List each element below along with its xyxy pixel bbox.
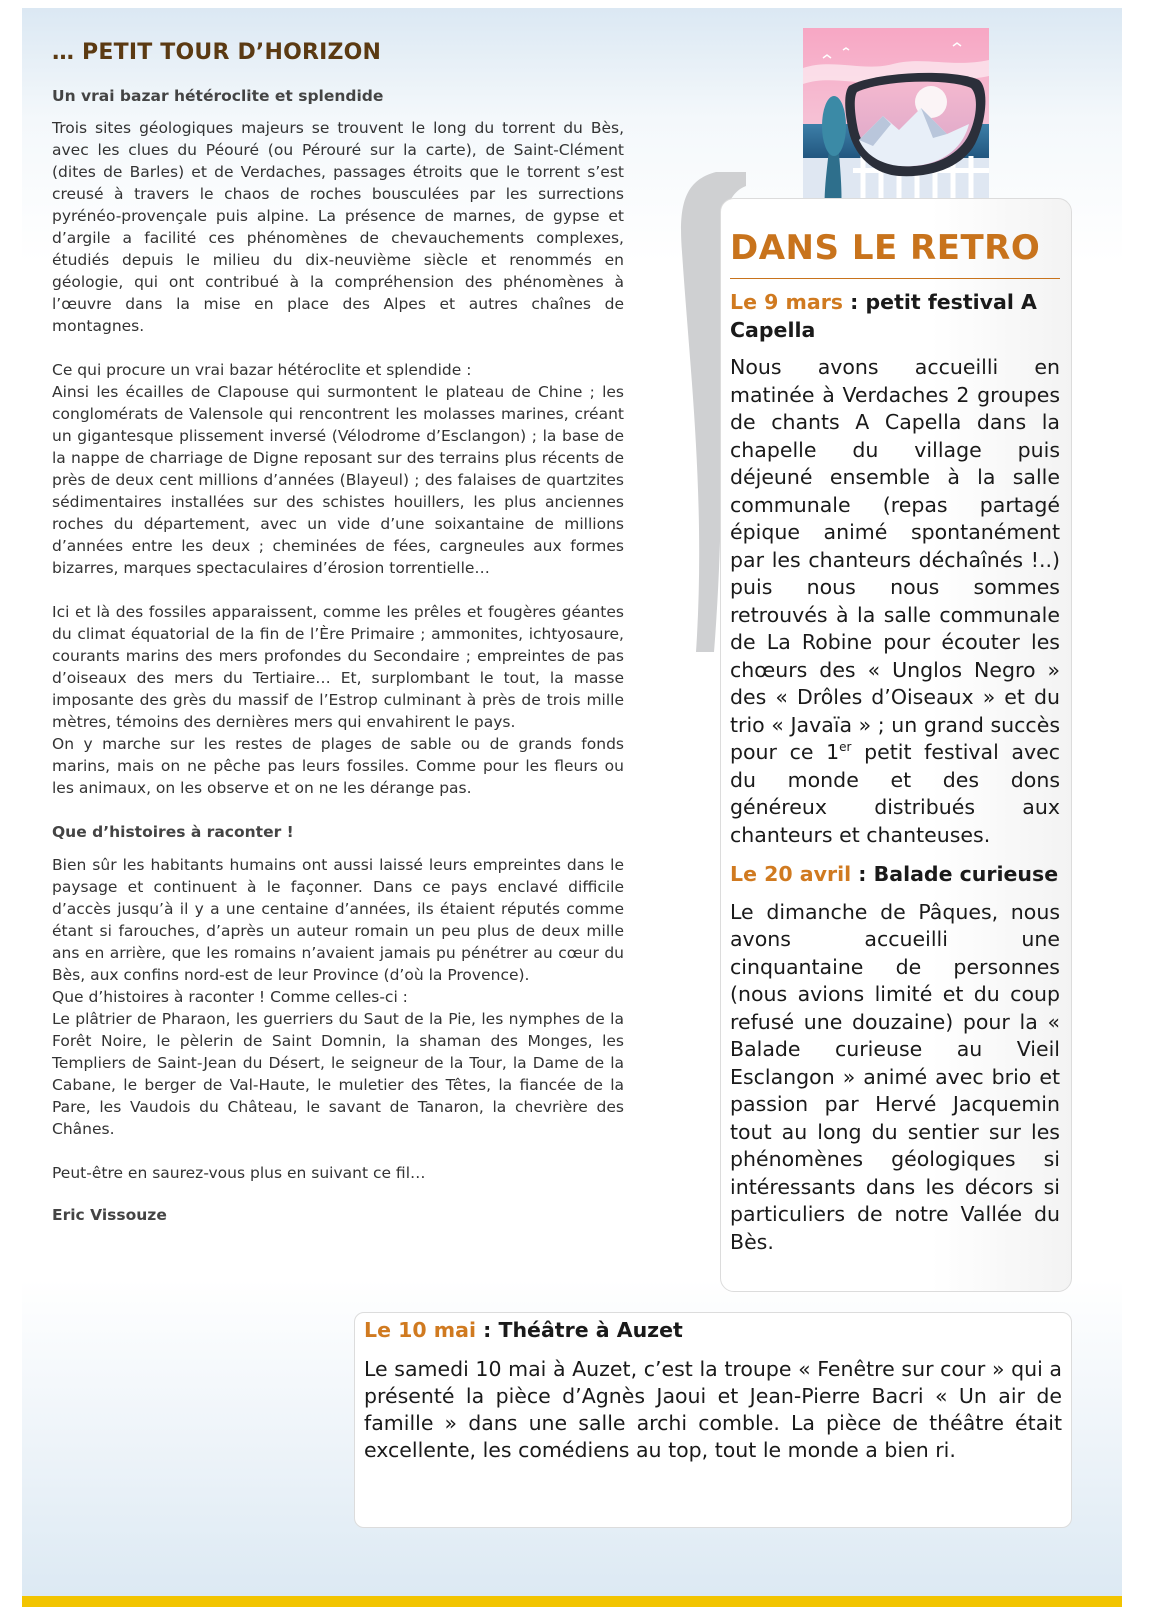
paragraph-fossiles: Ici et là des fossiles apparaissent, comme les prêles et fougères géantes du climat équatorial de la fin de l’Ère Primaire ; ammonites, ichtyosaure, courants marins des mers profondes du Secondaire ; empreintes de pas d’oiseaux des mers du Tertiaire… Et, surplombant le tout, la masse imposante des grès du massif de l’Estrop culminant à près de trois mille mètres, témoins des dernières mers qui envahirent le pays.	[52, 603, 624, 731]
event-date-10-mai: Le 10 mai	[364, 1318, 476, 1342]
paragraph-sites: Trois sites géologiques majeurs se trouvent le long du torrent du Bès, avec les clues du Péouré (ou Pérouré sur la carte), de Saint-Clément (dites de Barles) et de Verdaches, passages étroits que le torrent s’est creusé à travers le chaos de roches bousculées par les surrections pyrénéo-provençale puis alpine. La présence de marnes, de gypse et d’argile a facilité ces phénomènes de chevauchements complexes, étudiés depuis le milieu du dix-neuvième siècle et renommés en géologie, qui ont contribué à la compréhension des phénomènes à l’œuvre dans la mise en place des Alpes et autres chaînes de montagnes.	[52, 119, 624, 335]
retro-divider	[730, 278, 1060, 279]
retro-content	[730, 220, 1060, 1256]
event-text-festival	[730, 354, 1060, 849]
event-text-festival-part1: Nous avons accueilli en matinée à Verdaches 2 groupes de chants A Capella dans la chapelle du village puis déjeuné ensemble à la salle communale (repas partagé épique animé spontanément par les chanteurs déchaînés !..) puis nous nous sommes retrouvés à la salle communale de La Robine pour écouter les chœurs des « Unglos Negro » des « Drôles d’Oiseaux » et du trio « Javaïa » ; un grand succès pour ce 1	[730, 355, 1060, 764]
paragraph-bazar: Ainsi les écailles de Clapouse qui surmontent le plateau de Chine ; les conglomérats de Valensole qui rencontrent les molasses marines, créant un gigantesque plissement inversé (Vélodrome d’Esclangon) ; la base de la nappe de charriage de Digne reposant sur des terrains plus récents de près de deux cent millions d’années (Blayeul) ; des falaises de quartzites sédimentaires installées sur des schistes houillers, les plus anciennes roches du département, avec un vide d’une soixantaine de millions d’années entre les deux ; cheminées de fées, cargneules aux formes bizarres, marques spectaculaires d’érosion torrentielle…	[52, 383, 624, 577]
paragraph-plages: On y marche sur les restes de plages de sable ou de grands fonds marins, mais on ne pêche pas leurs fossiles. Comme pour les fleurs ou les animaux, on les observe et on ne les dérange pas.	[52, 735, 624, 797]
article-subtitle-histoires: Que d’histoires à raconter !	[52, 823, 294, 841]
paragraph-personnages: Le plâtrier de Pharaon, les guerriers du Saut de la Pie, les nymphes de la Forêt Noire, le pèlerin de Saint Domnin, la shaman des Monges, les Templiers de Saint-Jean du Désert, le seigneur de la Tour, la Dame de la Cabane, le berger de Val-Haute, le muletier des Têtes, la fiancée de la Pare, les Vaudois du Château, le savant de Tanaron, la chevrière des Chânes.	[52, 1010, 624, 1138]
rearview-mirror-illustration	[803, 28, 989, 214]
event-date-20-avril: Le 20 avril	[730, 862, 852, 886]
retro-title: DANS LE RETRO	[730, 228, 1041, 268]
event-text-theatre: Le samedi 10 mai à Auzet, c’est la troupe « Fenêtre sur cour » qui a présenté la pièce d’Agnès Jaoui et Jean-Pierre Bacri « Un air de famille » dans une salle archi comble. La pièce de théâtre était excellente, les comédiens au top, tout le monde a bien ri.	[364, 1357, 1062, 1462]
article-subtitle-bazar: Un vrai bazar hétéroclite et splendide	[52, 87, 384, 105]
event-heading-10-mai	[364, 1317, 1062, 1344]
event-text-festival-part2: petit festival avec du monde et des dons généreux distribués aux chanteurs et chanteuses.	[730, 740, 1061, 847]
article-petit-tour	[52, 38, 624, 1226]
event-title-theatre: : Théâtre à Auzet	[476, 1318, 683, 1342]
ordinal-superscript: er	[839, 740, 852, 755]
paragraph-habitants: Bien sûr les habitants humains ont aussi laissé leurs empreintes dans le paysage et continuent à le façonner. Dans ce pays enclavé difficile d’accès jusqu’à il y a une centaine d’années, ils étaient réputés comme étant si farouches, d’après un auteur romain un peu plus de deux mille ans en arrière, que les romains n’avaient jamais pu pénétrer au cœur du Bès, aux confins nord-est de leur Province (d’où la Provence).	[52, 856, 624, 984]
event-title-balade: : Balade curieuse	[851, 862, 1059, 886]
paragraph-fil: Peut-être en saurez-vous plus en suivant ce fil…	[52, 1164, 426, 1182]
paragraph-histoires-intro: Que d’histoires à raconter ! Comme celles-ci :	[52, 988, 408, 1006]
event-title-festival: : petit festival A Capella	[730, 290, 1037, 342]
theatre-content	[364, 1317, 1062, 1464]
event-heading-20-avril	[730, 861, 1060, 889]
footer-bar	[22, 1596, 1122, 1607]
article-author: Eric Vissouze	[52, 1206, 167, 1224]
paragraph-bazar-intro: Ce qui procure un vrai bazar hétéroclite et splendide :	[52, 361, 472, 379]
event-text-balade: Le dimanche de Pâques, nous avons accueilli une cinquantaine de personnes (nous avions limité et du coup refusé une douzaine) pour la « Balade curieuse au Vieil Esclangon » animé avec brio et passion par Hervé Jacquemin tout au long du sentier sur les phénomènes géologiques si intéressants dans les décors si particuliers de notre Vallée du Bès.	[730, 899, 1060, 1254]
event-heading-9-mars	[730, 289, 1060, 344]
article-title: … PETIT TOUR D’HORIZON	[52, 40, 382, 65]
event-date-9-mars: Le 9 mars	[730, 290, 844, 314]
